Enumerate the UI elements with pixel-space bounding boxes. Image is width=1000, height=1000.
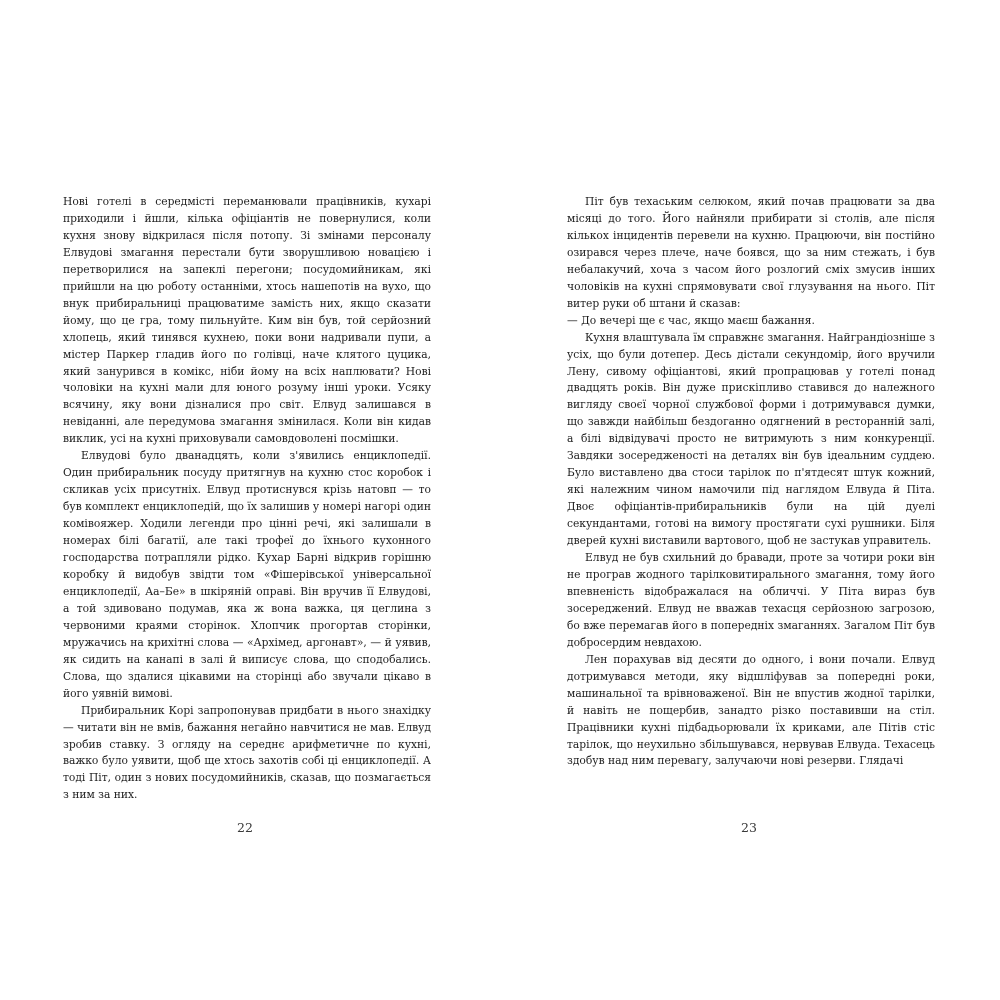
- paragraph: Елвуд не був схильний до бравади, проте за чотири роки він не програв жодного тарілковитирального змагання, тому його впевненість відображалася на обличчі. У Піта вираз був зосереджений. Елвуд не вважав техасця серйозною загрозою, бо вже перемагав його в попередніх змаганнях. Загалом Піт був добросердим невдахою.: [567, 551, 935, 649]
- paragraph: Лен порахував від десяти до одного, і вони почали. Елвуд дотримувався методи, яку відшліфував за попередні роки, машинальної та врівноваженої. Він не впустив жодної тарілки, й навіть не пощербив, занадто різко поставивши на стіл. Працівники кухні підбадьорювали їх криками, але Пітів стіс тарілок, що неухильно збільшувався, нервував Елвуда. Техасець здобув над ним перевагу, залучаючи нові резерви. Глядачі: [567, 652, 935, 768]
- page-number-left: 22: [237, 820, 253, 835]
- paragraph: Піт був техаським селюком, який почав працювати за два місяці до того. Його найняли прибирати зі столів, але після кількох інцидентів перевели на кухню. Працюючи, він постійно озирався через плече, наче боявся, що за ним стежать, і був небалакучий, хоча з часом його розлогий сміх змусив інших чоловіків на кухні спрямовувати свої глузування на нього. Піт витер руки об штани й сказав:: [567, 195, 935, 310]
- right-page-text: [567, 194, 935, 770]
- paragraph: Нові готелі в середмісті переманювали працівників, кухарі приходили і йшли, кілька офіціантів не повернулися, коли кухня знову відкрилася після потопу. Зі змінами персоналу Елвудові змагання перестали бути зворушливою новацією і перетворилися на запеклі перегони; посудомийникам, які прийшли на цю роботу останніми, хтось нашепотів на вухо, що внук прибиральниці працюватиме замість них, якщо сказати йому, що це гра, тому пильнуйте. Ким він був, той серйозний хлопець, який тинявся кухнею, поки вони надривали пупи, а містер Паркер гладив його по голівці, наче клятого цуцика, який занурився в комікс, ніби йому на всіх наплювати? Нові чоловіки на кухні мали для юного розуму інші уроки. Усяку всячину, яку вони дізналися про світ. Елвуд залишався в невіданні, але передумова змагання змінилася. Коли він кидав виклик, усі на кухні приховували самовдоволені посмішки.: [63, 195, 431, 446]
- left-page-text: [63, 194, 431, 804]
- paragraph: Елвудові було дванадцять, коли з'явились енциклопедії. Один прибиральник посуду притягнув на кухню стос коробок і скликав усіх присутніх. Елвуд протиснувся крізь натовп — то був комплект енциклопедій, що їх залишив у номері нагорі один комівояжер. Ходили легенди про цінні речі, які залишали в номерах білі багатії, але такі трофеї до їхнього кухонного господарства потрапляли рідко. Кухар Барні відкрив горішню коробку й видобув звідти том «Фішерівської універсальної енциклопедії, Аа–Бе» в шкіряній оправі. Він вручив її Елвудові, а той здивовано подумав, яка ж вона важка, ця цеглина з червоними краями сторінок. Хлопчик прогортав сторінки, мружачись на крихітні слова — «Архімед, аргонавт», — й уявив, як сидить на канапі в залі й виписує слова, що сподобались. Слова, що здалися цікавими на сторінці або звучали цікаво в його уявній вимові.: [63, 449, 431, 700]
- paragraph: Прибиральник Корі запропонував придбати в нього знахідку — читати він не вмів, бажання негайно навчитися не мав. Елвуд зробив ставку. З огляду на середнє арифметичне по кухні, важко було уявити, щоб ще хтось захотів собі ці енциклопедії. А тоді Піт, один з нових посудомийників, сказав, що позмагається з ним за них.: [63, 703, 431, 802]
- page-number-right: 23: [741, 820, 757, 835]
- paragraph: Кухня влаштувала їм справжнє змагання. Найграндіозніше з усіх, що були дотепер. Десь дістали секундомір, його вручили Лену, сивому офіціантові, який пропрацював у готелі понад двадцять років. Він дуже прискіпливо ставився до належного вигляду своєї чорної службової форми і дотримувався думки, що завжди найбільш бездоганно одягнений в ресторанній залі, а білі відвідувачі просто не витримують з ним конкуренції. Завдяки зосередженості на деталях він був ідеальним суддею. Було виставлено два стоси тарілок по п'ятдесят штук кожний, які належним чином намочили під наглядом Елвуда й Піта. Двоє офіціантів-прибиральників були на цій дуелі секундантами, готові на вимогу простягати сухі рушники. Біля дверей кухні виставили вартового, щоб не застукав управитель.: [567, 330, 935, 548]
- dialogue-line: — До вечері ще є час, якщо маєш бажання.: [567, 313, 815, 327]
